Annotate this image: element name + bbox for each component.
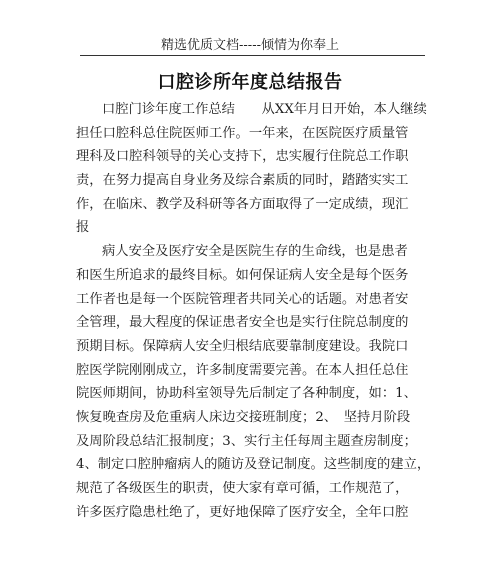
paragraph-line: 预期目标。保障病人安全归根结底要靠制度建设。我院口 bbox=[76, 338, 409, 354]
paragraph-line: 口腔门诊年度工作总结 从XX年月日开始，本人继续 bbox=[102, 102, 427, 117]
paragraph-2 bbox=[76, 240, 431, 524]
document-title: 口腔诊所年度总结报告 bbox=[157, 72, 343, 93]
header-divider bbox=[80, 55, 425, 56]
paragraph-line: 作，在临床、教学及科研等各方面取得了一定成绩，现汇 bbox=[76, 196, 409, 212]
document-body bbox=[76, 98, 431, 524]
paragraph-line: 全管理，最大程度的保证患者安全也是实行住院总制度的 bbox=[76, 315, 409, 331]
paragraph-line: 及周阶段总结汇报制度；3、实行主任每周主题查房制度； bbox=[76, 433, 417, 449]
paragraph-line: 规范了各级医生的职责，使大家有章可循，工作规范了， bbox=[76, 481, 409, 496]
paragraph-line: 4、制定口腔肿瘤病人的随访及登记制度。这些制度的建立， bbox=[76, 457, 431, 473]
paragraph-line: 许多医疗隐患杜绝了，更好地保障了医疗安全，全年口腔 bbox=[76, 504, 409, 520]
running-header: 精选优质文档-----倾情为你奉上 bbox=[161, 38, 339, 53]
paragraph-line: 腔医学院刚刚成立，许多制度需要完善。在本人担任总住 bbox=[76, 362, 409, 378]
paragraph-line: 和医生所追求的最终目标。如何保证病人安全是每个医务 bbox=[76, 267, 409, 283]
paragraph-line: 恢复晚查房及危重病人床边交接班制度；2、 坚持月阶段 bbox=[76, 409, 411, 425]
paragraph-1 bbox=[76, 98, 426, 240]
paragraph-line: 报 bbox=[76, 220, 90, 236]
paragraph-line: 理科及口腔科领导的关心支持下，忠实履行住院总工作职 bbox=[76, 149, 409, 165]
paragraph-line: 院医师期间，协助科室领导先后制定了各种制度，如：1、 bbox=[76, 386, 417, 402]
paragraph-line: 工作者也是每一个医院管理者共同关心的话题。对患者安 bbox=[76, 291, 409, 307]
paragraph-line: 担任口腔科总住院医师工作。一年来，在医院医疗质量管 bbox=[76, 125, 409, 141]
paragraph-line: 责，在努力提高自身业务及综合素质的同时，踏踏实实工 bbox=[76, 173, 409, 189]
paragraph-line: 病人安全及医疗安全是医院生存的生命线，也是患者 bbox=[102, 244, 408, 260]
